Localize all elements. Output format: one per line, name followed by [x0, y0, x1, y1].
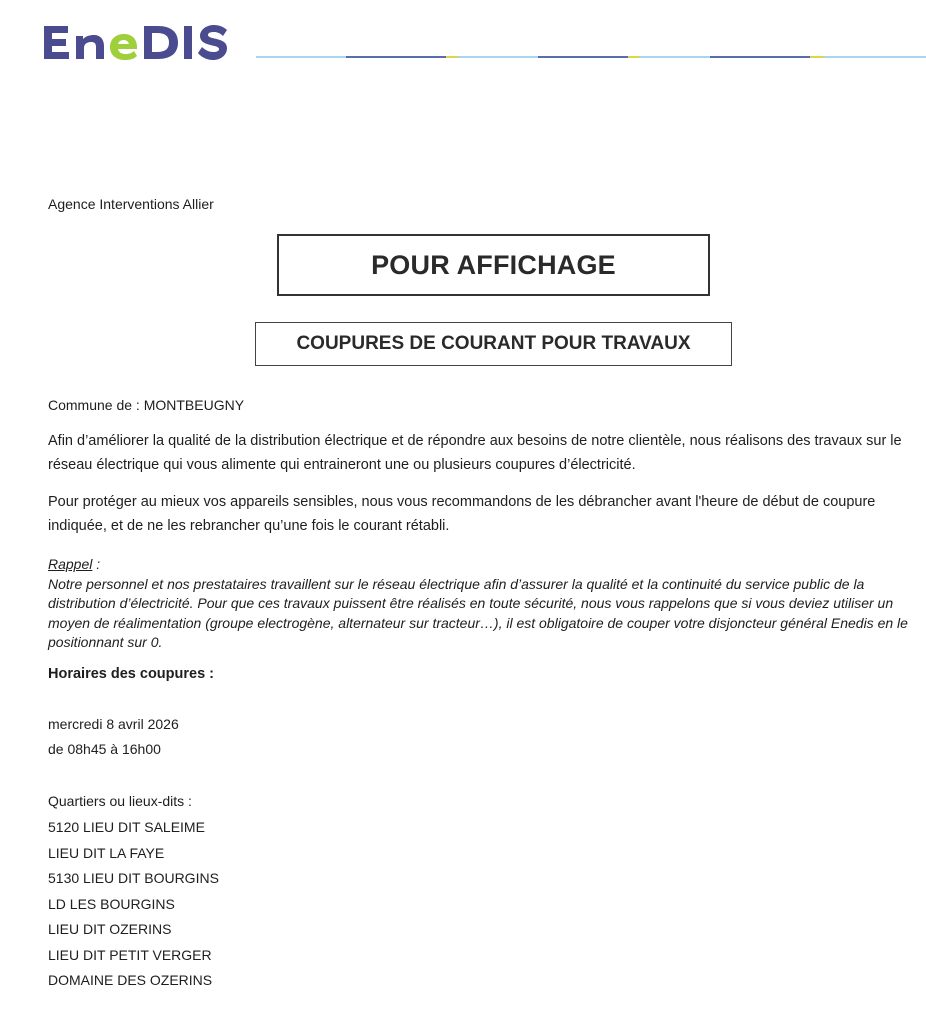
rappel-title-suffix: :: [92, 556, 101, 572]
list-item: LIEU DIT OZERINS: [48, 921, 172, 937]
schedule-heading: Horaires des coupures :: [48, 666, 214, 682]
list-item: DOMAINE DES OZERINS: [48, 972, 213, 988]
list-item: LIEU DIT PETIT VERGER: [48, 946, 212, 963]
enedis-logo: [40, 20, 240, 64]
list-item: LIEU DIT LA FAYE: [48, 844, 165, 861]
notice-subtitle: COUPURES DE COURANT POUR TRAVAUX: [255, 322, 732, 366]
commune-line: Commune de : MONTBEUGNY: [48, 397, 245, 413]
places-list: [48, 818, 219, 997]
schedule-time: de 08h45 à 16h00: [48, 741, 161, 757]
rappel-block: [48, 555, 908, 653]
list-item: LD LES BOURGINS: [48, 895, 175, 912]
rappel-title: Rappel: [48, 556, 93, 572]
intro-paragraph: Afin d’améliorer la qualité de la distribution électrique et de répondre aux besoins de notre clientèle, nous réalisons des travaux sur le réseau électrique qui vous alimente qui entraineront une ou plusieurs coupures d’électricité.: [48, 433, 902, 473]
schedule-date: mercredi 8 avril 2026: [48, 716, 179, 732]
list-item: 5120 LIEU DIT SALEIME: [48, 819, 205, 835]
header-rule: [256, 56, 926, 58]
agency-name: Agence Interventions Allier: [48, 196, 214, 212]
places-label: Quartiers ou lieux-dits :: [48, 793, 192, 809]
advice-paragraph: Pour protéger au mieux vos appareils sensibles, nous vous recommandons de les débrancher avant l'heure de début de coupure indiquée, et de ne les rebrancher qu’une fois le courant rétabli.: [48, 494, 876, 534]
list-item: 5130 LIEU DIT BOURGINS: [48, 870, 219, 886]
notice-title: POUR AFFICHAGE: [277, 234, 710, 296]
rappel-text: Notre personnel et nos prestataires travaillent sur le réseau électrique afin d’assurer la qualité et la continuité du service public de la distribution d’électricité. Pour que ces travaux puissent être réalisés en toute sécurité, nous vous rappelons que si vous deviez utiliser un moyen de réalimentation (groupe electrogène, alternateur sur tracteur…), il est obligatoire de couper votre disjoncteur général Enedis en le positionnant sur 0.: [48, 575, 908, 650]
